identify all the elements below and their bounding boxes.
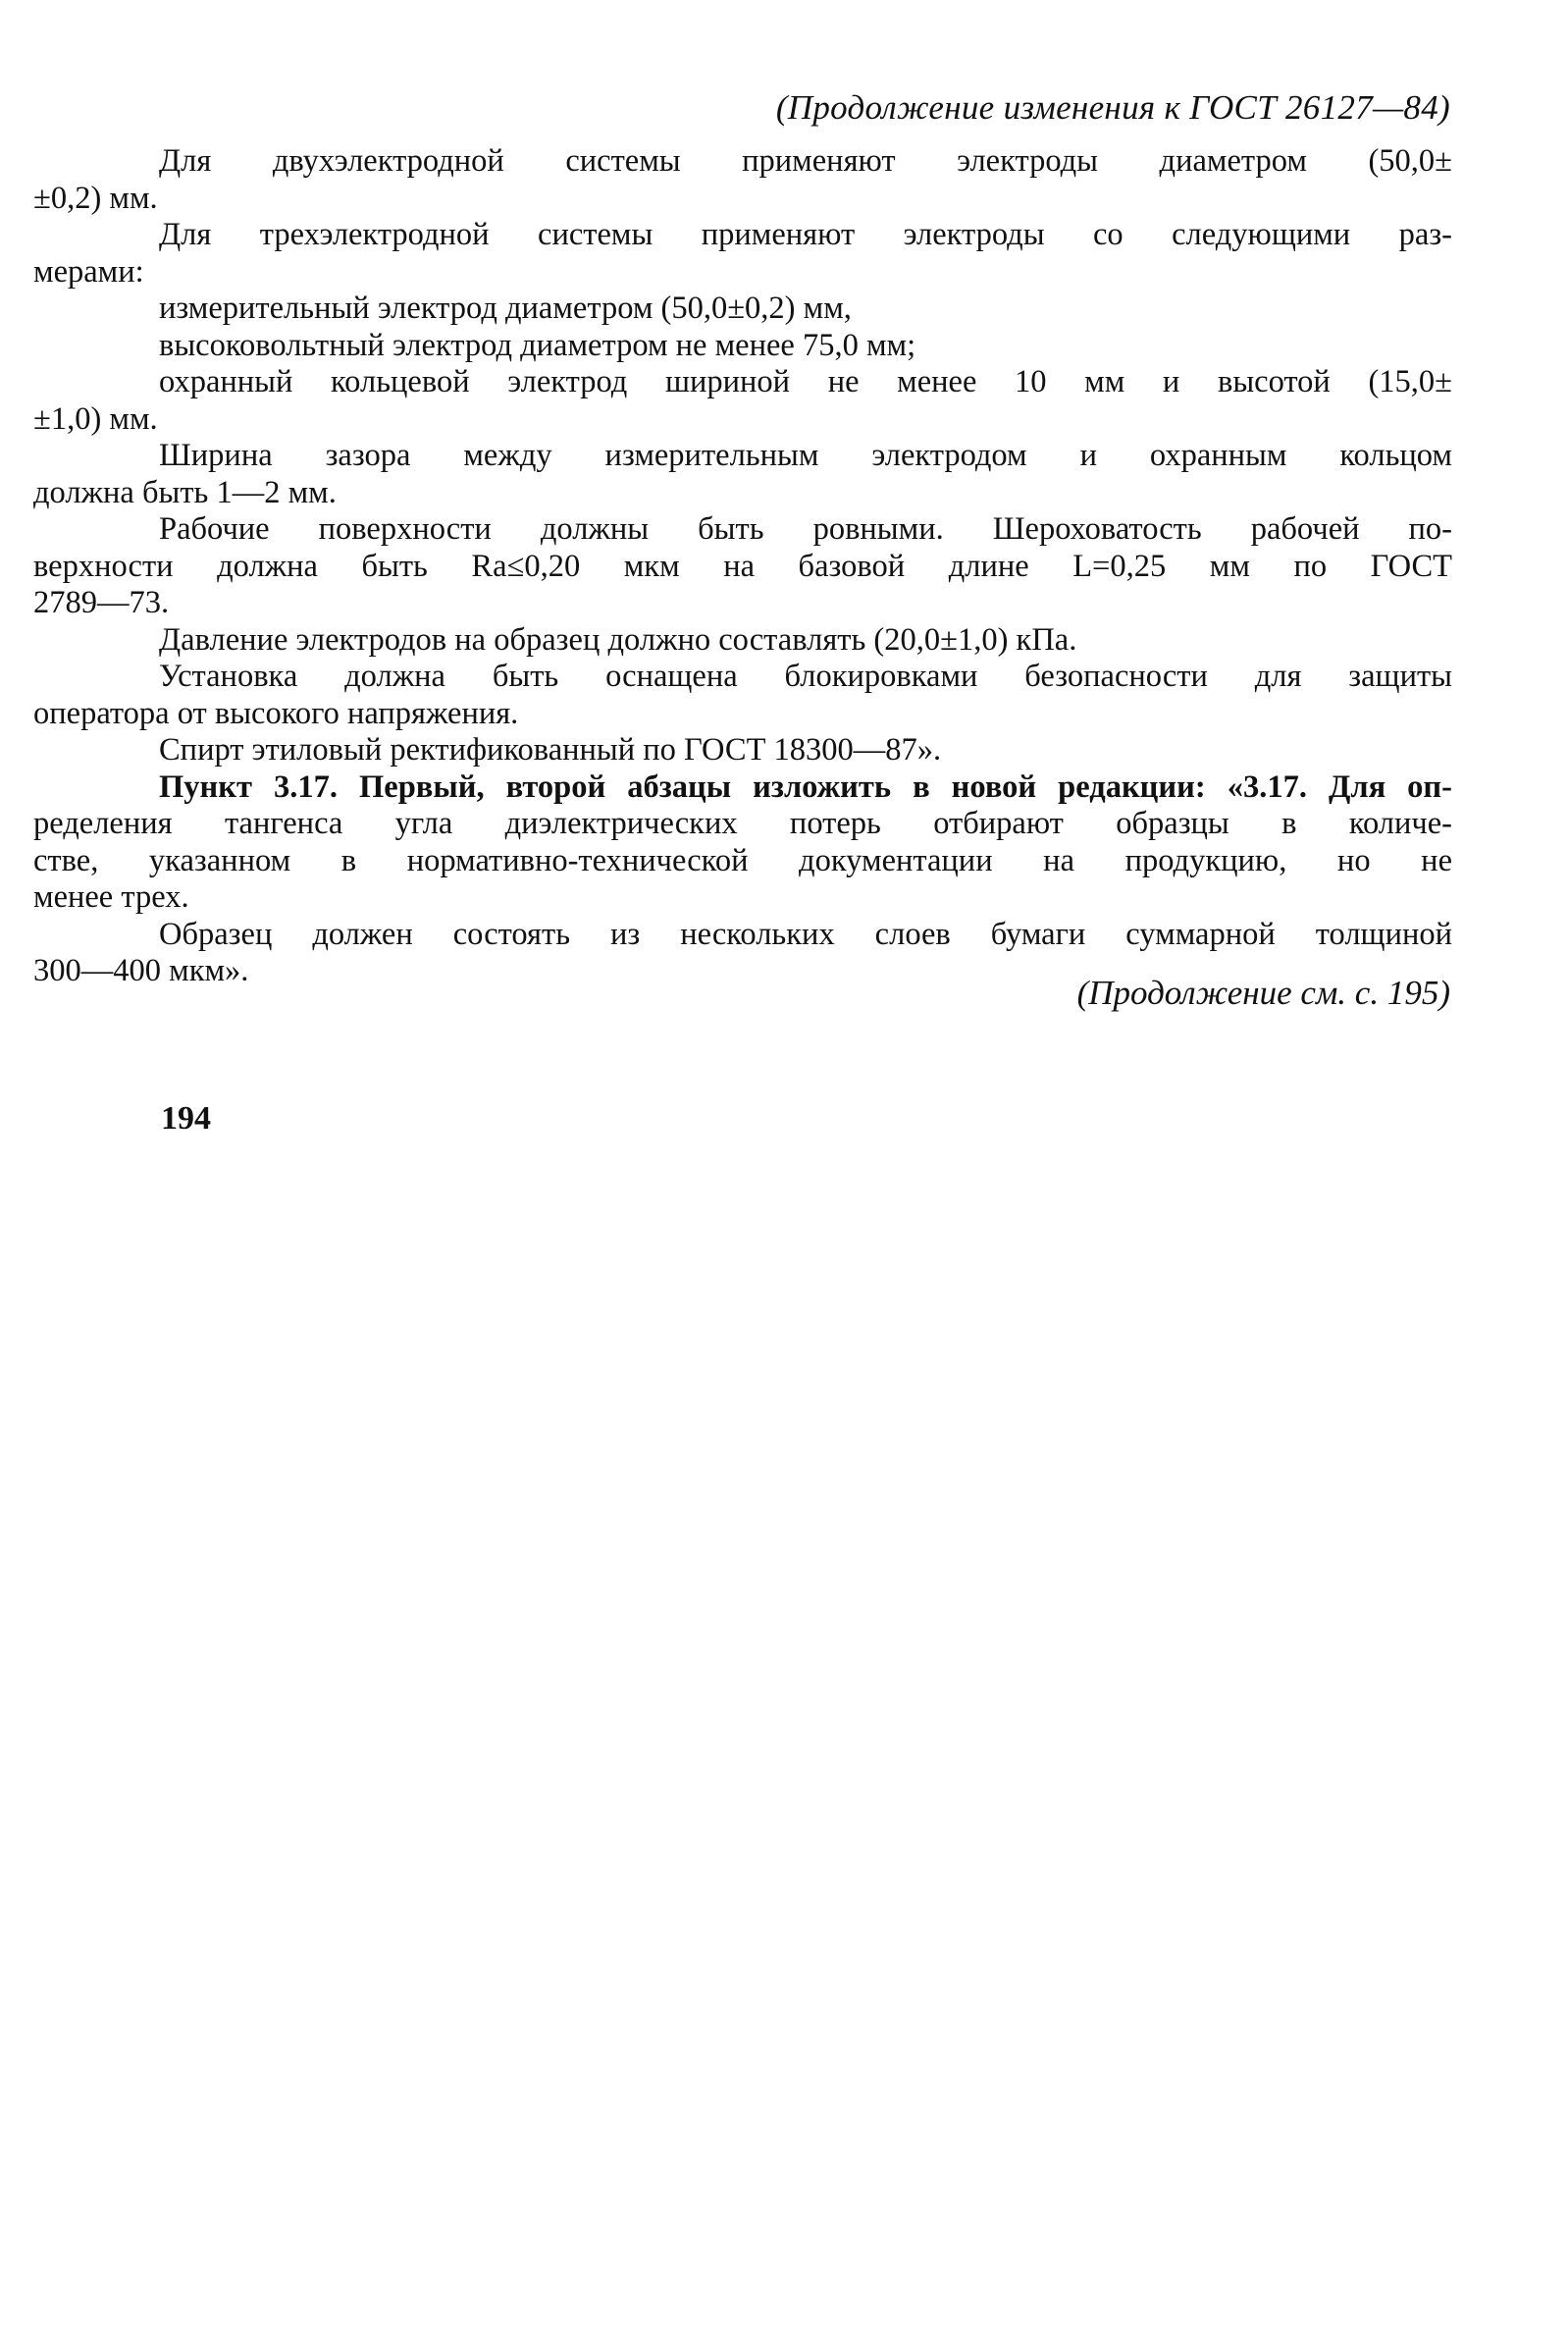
text-line: 300—400 мкм». <box>33 953 249 988</box>
text-line: верхности должна быть Ra≤0,20 мкм на базовой длине L=0,25 мм по ГОСТ <box>33 548 1452 584</box>
text-line: должна быть 1—2 мм. <box>33 474 337 510</box>
text-line: стве, указанном в нормативно-технической документации на продукцию, но не <box>33 842 1452 878</box>
paragraph <box>33 768 1452 917</box>
paragraph <box>159 291 1452 328</box>
continuation-note: (Продолжение см. с. 195) <box>1076 974 1450 1012</box>
text-line: Давление электродов на образец должно составлять (20,0±1,0) кПа. <box>159 621 1077 658</box>
text-line: Спирт этиловый ректификованный по ГОСТ 18300—87». <box>159 732 942 768</box>
text-line: 2789—73. <box>33 585 170 620</box>
text-line: Ширина зазора между измерительным электродом и охранным кольцом <box>159 438 1452 473</box>
page-header: (Продолжение изменения к ГОСТ 26127—84) <box>775 88 1450 127</box>
text-line: Для трехэлектродной системы применяют электроды со следующими раз- <box>159 217 1452 252</box>
paragraph <box>33 217 1452 291</box>
body-text <box>33 143 1452 990</box>
paragraph <box>33 511 1452 622</box>
paragraph <box>33 659 1452 732</box>
text-line: оператора от высокого напряжения. <box>33 695 519 731</box>
text-line: высоковольтный электрод диаметром не менее 75,0 мм; <box>159 327 916 363</box>
text-line: менее трех. <box>33 879 189 915</box>
text-line: ±1,0) мм. <box>33 400 158 437</box>
text-line: Образец должен состоять из нескольких слоев бумаги суммарной толщиной <box>159 916 1452 952</box>
text-line <box>159 769 1452 807</box>
page-number: 194 <box>161 1100 211 1137</box>
text-line: ±0,2) мм. <box>33 180 158 216</box>
text-line: измерительный электрод диаметром (50,0±0,2) мм, <box>159 291 852 326</box>
text-line: мерами: <box>33 253 144 290</box>
text-line: охранный кольцевой электрод шириной не менее 10 мм и высотой (15,0± <box>159 364 1452 399</box>
paragraph <box>159 732 1452 769</box>
paragraph <box>33 143 1452 217</box>
paragraph <box>159 328 1452 365</box>
section-lead-in: Пункт 3.17. Первый, второй абзацы изложить в новой редакции: «3.17. Для оп- <box>159 768 1452 805</box>
text-line: Установка должна быть оснащена блокировками безопасности для защиты <box>159 659 1452 694</box>
paragraph <box>159 622 1452 660</box>
paragraph <box>33 438 1452 511</box>
paragraph <box>33 364 1452 438</box>
text-line: Рабочие поверхности должны быть ровными. Шероховатость рабочей по- <box>159 511 1452 547</box>
text-line: Для двухэлектродной системы применяют электроды диаметром (50,0± <box>159 143 1452 179</box>
text-line: ределения тангенса угла диэлектрических потерь отбирают образцы в количе- <box>33 806 1452 841</box>
